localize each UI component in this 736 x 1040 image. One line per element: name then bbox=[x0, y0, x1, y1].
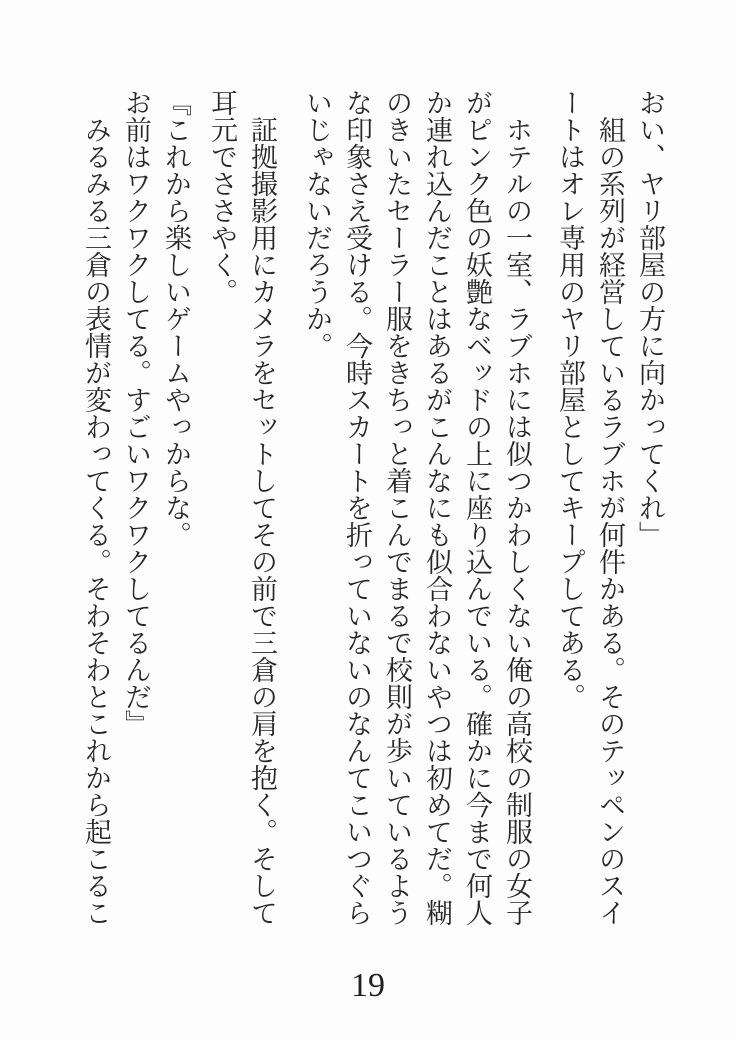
paragraph-dialogue-1: おい、ヤリ部屋の方に向かってくれ」 bbox=[635, 89, 665, 548]
page-text bbox=[76, 89, 670, 929]
page-number: 19 bbox=[351, 967, 385, 1004]
paragraph-dialogue-2-line-2: お前はワクワクしてる。すごいワクワクしてるんだ』 bbox=[121, 89, 151, 737]
paragraph-6: みるみる三倉の表情が変わってくる。そわそわとこれから起こるこ bbox=[81, 116, 111, 926]
paragraph-2: 組の系列が経営しているラブホが何件かある。そのテッペンのスイートはオレ専用のヤリ部屋としてキープしてある。 bbox=[555, 89, 625, 926]
paragraph-dialogue-2-line-1: 『これから楽しいゲームやっからな。 bbox=[161, 89, 191, 548]
paragraph-4: 証拠撮影用にカメラをセットしてその前で三倉の肩を抱く。そして耳元でささやく。 bbox=[207, 89, 277, 926]
paragraph-3: ホテルの一室、ラブホには似つかわしくない俺の高校の制服の女子がピンク色の妖艶なベッドの上に座り込んでいる。確かに今まで何人か連れ込んだことはあるがこんなにも似合わないやつは初めてだ。糊のきいたセーラー服をきちっと着こんでまるで校則が歩いているような印象さえ受ける。今時スカートを折っていないのなんてこいつぐらいじゃないだろうか。 bbox=[302, 89, 532, 926]
